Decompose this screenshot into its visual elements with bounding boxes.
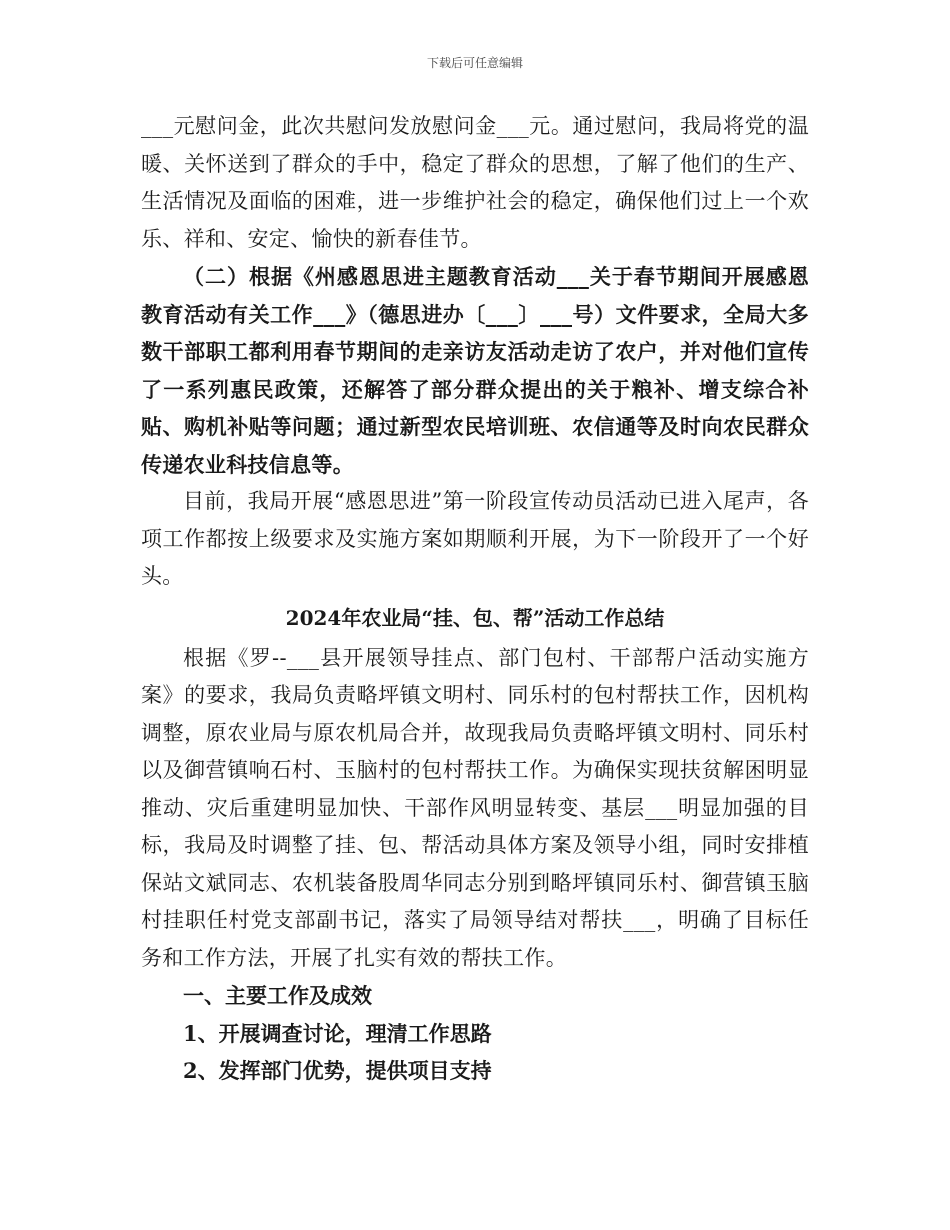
paragraph-current-progress: 目前，我局开展“感恩思进”第一阶段宣传动员活动已进入尾声，各项工作都按上级要求及实施方案如期顺利开展，为下一阶段开了一个好头。 (141, 489, 809, 588)
heading-main-work: 一、主要工作及成效 (183, 983, 372, 1008)
heading-department-advantage: 2、发挥部门优势，提供项目支持 (183, 1058, 492, 1083)
paragraph-condolence-summary: ___元慰问金，此次共慰问发放慰问金___元。通过慰问，我局将党的温暖、关怀送到了群众的手中，稳定了群众的思想，了解了他们的生产、生活情况及面临的困难，进一步维护社会的稳定，确保他们过上一个欢乐、祥和、安定、愉快的新春佳节。 (141, 114, 809, 251)
paragraph-gratitude-education: （二）根据《州感恩思进主题教育活动___关于春节期间开展感恩教育活动有关工作___》（德思进办〔___〕___号）文件要求，全局大多数干部职工都利用春节期间的走亲访友活动走访了农户，并对他们宣传了一系列惠民政策，还解答了部分群众提出的关于粮补、增支综合补贴、购机补贴等问题；通过新型农民培训班、农信通等及时向农民群众传递农业科技信息等。 (141, 264, 809, 477)
paragraph-assignment-background: 根据《罗--___县开展领导挂点、部门包村、干部帮户活动实施方案》的要求，我局负责略坪镇文明村、同乐村的包村帮扶工作，因机构调整，原农业局与原农机局合并，故现我局负责略坪镇文明村、同乐村以及御营镇响石村、玉脑村的包村帮扶工作。为确保实现扶贫解困明显推动、灾后重建明显加快、干部作风明显转变、基层___明显加强的目标，我局及时调整了挂、包、帮活动具体方案及领导小组，同时安排植保站文斌同志、农机装备股周华同志分别到略坪镇同乐村、御营镇玉脑村挂职任村党支部副书记，落实了局领导结对帮扶___，明确了目标任务和工作方法，开展了扎实有效的帮扶工作。 (141, 645, 809, 970)
section-title: 2024年农业局“挂、包、帮”活动工作总结 (285, 605, 665, 630)
page-header-note: 下载后可任意编辑 (426, 56, 523, 70)
document-body (141, 108, 809, 1090)
heading-research-discussion: 1、开展调查讨论，理清工作思路 (183, 1020, 492, 1046)
